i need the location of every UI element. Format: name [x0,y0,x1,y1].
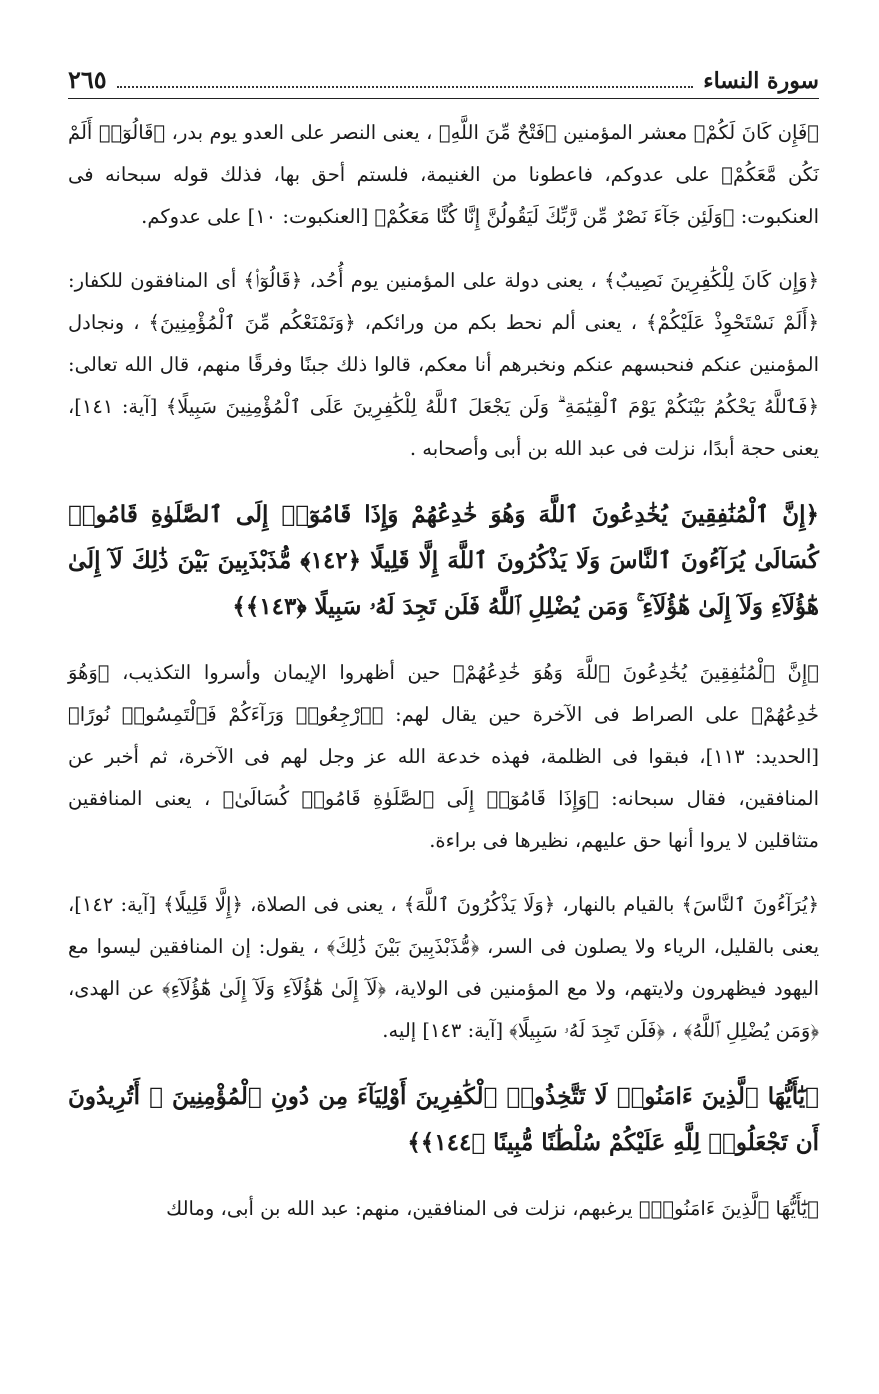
commentary-paragraph: ﴿فَإِن كَانَ لَكُمْ﴾ معشر المؤمنين ﴿فَتْحٌ مِّنَ اللَّهِ﴾ ، يعنى النصر على العدو يوم بدر، ﴿قَالُوٓا۟ أَلَمْ نَكُن مَّعَكُمْ﴾ على عدوكم، فاعطونا من الغنيمة، فلستم أحق بها، فذلك قوله سبحانه فى العنكبوت: ﴿وَلَئِن جَآءَ نَصْرٌ مِّن رَّبِّكَ لَيَقُولُنَّ إِنَّا كُنَّا مَعَكُمْ﴾ [العنكبوت: ١٠] على عدوكم. [68,121,819,228]
commentary-paragraph: ﴿يَٰٓأَيُّهَا ٱلَّذِينَ ءَامَنُوا۟﴾ يرغبهم، نزلت فى المنافقين، منهم: عبد الله بن أبى، ومالك [166,1197,819,1220]
quran-verse-block: ﴿يَٰٓأَيُّهَا ٱلَّذِينَ ءَامَنُوا۟ لَا تَتَّخِذُوا۟ ٱلْكَٰفِرِينَ أَوْلِيَآءَ مِن دُونِ ٱلْمُؤْمِنِينَ ۚ أَتُرِيدُونَ أَن تَجْعَلُوا۟ لِلَّهِ عَلَيْكُمْ سُلْطَٰنًا مُّبِينًا ﴿١٤٤﴾﴾ [68,1083,819,1156]
commentary-paragraph: ﴿وَإِن كَانَ لِلْكَٰفِرِينَ نَصِيبٌ﴾ ، يعنى دولة على المؤمنين يوم أُحُد، ﴿قَالُوٓا۟﴾ أى المنافقون للكفار: ﴿أَلَمْ نَسْتَحْوِذْ عَلَيْكُمْ﴾ ، يعنى ألم نحط بكم من ورائكم، ﴿وَنَمْنَعْكُم مِّنَ ٱلْمُؤْمِنِينَ﴾ ، ونجادل المؤمنين عنكم فنحبسهم عنكم ونخبرهم أنا معكم، قالوا ذلك جبنًا وفرقًا منهم، قال الله تعالى: ﴿فَٱللَّهُ يَحْكُمُ بَيْنَكُمْ يَوْمَ ٱلْقِيَٰمَةِ ۗ وَلَن يَجْعَلَ ٱللَّهُ لِلْكَٰفِرِينَ عَلَى ٱلْمُؤْمِنِينَ سَبِيلًا﴾ [آية: ١٤١]، يعنى حجة أبدًا، نزلت فى عبد الله بن أبى وأصحابه . [68,269,819,460]
commentary-paragraph: ﴿يُرَآءُونَ ٱلنَّاسَ﴾ بالقيام بالنهار، ﴿وَلَا يَذْكُرُونَ ٱللَّهَ﴾ ، يعنى فى الصلاة، ﴿إِلَّا قَلِيلًا﴾ [آية: ١٤٢]، يعنى بالقليل، الرياء ولا يصلون فى السر، ﴿مُّذَبْذَبِينَ بَيْنَ ذَٰلِكَ﴾ ، يقول: إن المنافقين ليسوا مع اليهود فيظهرون ولايتهم، ولا مع المؤمنين فى الولاية، ﴿لَآ إِلَىٰ هَٰٓؤُلَآءِ وَلَآ إِلَىٰ هَٰٓؤُلَآءِ﴾ عن الهدى، ﴿وَمَن يُضْلِلِ ٱللَّهُ﴾ ، ﴿فَلَن تَجِدَ لَهُۥ سَبِيلًا﴾ [آية: ١٤٣] إليه. [68,893,819,1042]
page-body [68,112,819,1252]
page-header [68,58,819,99]
quran-verse-block: ﴿إِنَّ ٱلْمُنَٰفِقِينَ يُخَٰدِعُونَ ٱللَّهَ وَهُوَ خَٰدِعُهُمْ وَإِذَا قَامُوٓا۟ إِلَى ٱلصَّلَوٰةِ قَامُوا۟ كُسَالَىٰ يُرَآءُونَ ٱلنَّاسَ وَلَا يَذْكُرُونَ ٱللَّهَ إِلَّا قَلِيلًا ﴿١٤٢﴾ مُّذَبْذَبِينَ بَيْنَ ذَٰلِكَ لَآ إِلَىٰ هَٰٓؤُلَآءِ وَلَآ إِلَىٰ هَٰٓؤُلَآءِ ۚ وَمَن يُضْلِلِ ٱللَّهُ فَلَن تَجِدَ لَهُۥ سَبِيلًا ﴿١٤٣﴾﴾ [68,501,819,620]
surah-title: سورة النساء [703,68,819,94]
commentary-paragraph: ﴿إِنَّ ٱلْمُنَٰفِقِينَ يُخَٰدِعُونَ ٱللَّهَ وَهُوَ خَٰدِعُهُمْ﴾ حين أظهروا الإيمان وأسروا التكذيب، ﴿وَهُوَ خَٰدِعُهُمْ﴾ على الصراط فى الآخرة حين يقال لهم: ﴿ٱرْجِعُوا۟ وَرَآءَكُمْ فَٱلْتَمِسُوا۟ نُورًا﴾ [الحديد: ١١٣]، فبقوا فى الظلمة، فهذه خدعة الله عز وجل لهم فى الآخرة، ثم أخبر عن المنافقين، فقال سبحانه: ﴿وَإِذَا قَامُوٓا۟ إِلَى ٱلصَّلَوٰةِ قَامُوا۟ كُسَالَىٰ﴾ ، يعنى المنافقين متثاقلين لا يروا أنها حق عليهم، نظيرها فى براءة. [68,661,819,852]
header-dotted-leader [117,86,694,88]
page-number: ٢٦٥ [68,65,107,94]
